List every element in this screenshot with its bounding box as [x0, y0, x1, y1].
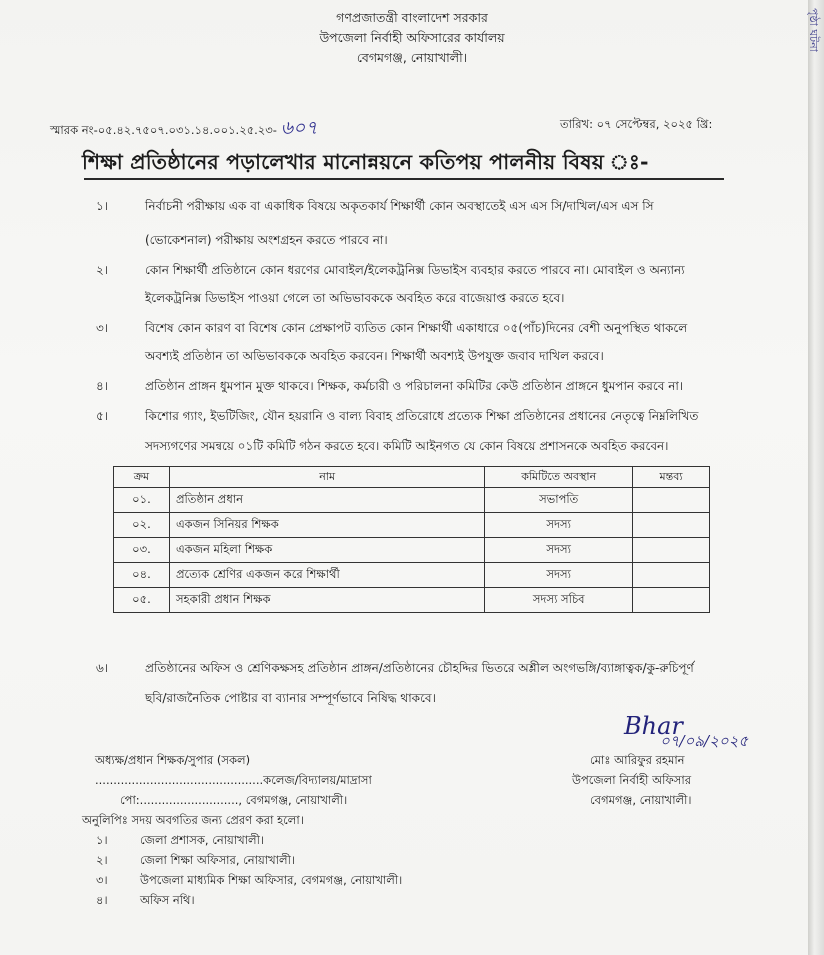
- row-serial: ০৩.: [114, 538, 170, 563]
- copy-4-text: অফিস নথি।: [140, 893, 195, 907]
- item-6-number: ৬।: [96, 661, 109, 675]
- table-row: [114, 588, 710, 613]
- table-row: [114, 538, 710, 563]
- copy-4-number: ৪।: [96, 893, 108, 907]
- recipient-line-1: অধ্যক্ষ/প্রধান শিক্ষক/সুপার (সকল): [95, 753, 251, 767]
- copy-1-number: ১।: [96, 833, 108, 847]
- item-2-line-2: ইলেকট্রনিক্স ডিভাইস পাওয়া গেলে তা অভিভাবককে অবহিত করে বাজেয়াপ্ত করতে হবে।: [145, 291, 565, 305]
- signatory-title: উপজেলা নির্বাহী অফিসার: [572, 773, 692, 787]
- item-3-line-2: অবশ্যই প্রতিষ্ঠান তা অভিভাবককে অবহিত করবেন। শিক্ষার্থী অবশ্যই উপযুক্ত জবাব দাখিল করবে।: [145, 349, 604, 363]
- item-3-line-1: বিশেষ কোন কারণ বা বিশেষ কোন প্রেক্ষাপট ব্যতিত কোন শিক্ষার্থী একাধারে ০৫(পাঁচ)দিনের বেশী অনুপস্থিত থাকলে: [145, 321, 688, 335]
- row-position: সদস্য: [485, 563, 633, 588]
- row-position: সদস্য: [485, 538, 633, 563]
- item-2-number: ২।: [96, 263, 109, 277]
- header-location: বেগমগঞ্জ, নোয়াখালী।: [356, 50, 468, 65]
- row-name: একজন মহিলা শিক্ষক: [169, 538, 484, 563]
- recipient-line-3: পো:..........................., বেগমগঞ্জ, নোয়াখালী।: [120, 793, 348, 807]
- row-remark: [633, 488, 710, 513]
- header-government: গণপ্রজাতন্ত্রী বাংলাদেশ সরকার: [336, 10, 488, 25]
- item-4-line-1: প্রতিষ্ঠান প্রাঙ্গন ধুমপান মুক্ত থাকবে। শিক্ষক, কর্মচারী ও পরিচালনা কমিটির কেউ প্রতিষ্ঠান প্রাঙ্গনে ধুমপান করবে না।: [145, 379, 684, 393]
- row-remark: [633, 513, 710, 538]
- row-position: সদস্য সচিব: [485, 588, 633, 613]
- row-remark: [633, 563, 710, 588]
- row-serial: ০৪.: [114, 563, 170, 588]
- copy-1-text: জেলা প্রশাসক, নোয়াখালী।: [140, 833, 265, 847]
- row-name: একজন সিনিয়র শিক্ষক: [169, 513, 484, 538]
- item-1-line-2: (ভোকেশনাল) পরীক্ষায় অংশগ্রহন করতে পারবে না।: [145, 233, 388, 247]
- table-header-row: [114, 467, 710, 488]
- item-6-line-2: ছবি/রাজনৈতিক পোষ্টার বা ব্যানার সম্পূর্ণভাবে নিষিদ্ধ থাকবে।: [145, 691, 436, 705]
- row-position: সদস্য: [485, 513, 633, 538]
- memo-ref-label: স্মারক নং-০৫.৪২.৭৫০৭.০৩১.১৪.০০১.২৫.২৩-: [50, 123, 277, 137]
- signatory-place: বেগমগঞ্জ, নোয়াখালী।: [590, 793, 692, 807]
- item-5-line-2: সদস্যগণের সমন্বয়ে ০১টি কমিটি গঠন করতে হবে। কমিটি আইনগত যে কোন বিষয়ে প্রশাসনকে অবহিত করবেন।: [145, 439, 669, 453]
- page-edge: [808, 0, 824, 955]
- signatory-name: মোঃ আরিফুর রহমান: [590, 753, 685, 767]
- handwritten-date: ০৭/০৯/২০২৫: [660, 732, 749, 750]
- memo-ref-handwritten: ৬০৭: [280, 117, 318, 139]
- item-1-line-1: নির্বাচনী পরীক্ষায় এক বা একাধিক বিষয়ে অকৃতকার্য শিক্ষার্থী কোন অবস্থাতেই এস এস সি/দাখিল/এস এস সি: [145, 199, 654, 213]
- table-row: [114, 488, 710, 513]
- header-office: উপজেলা নির্বাহী অফিসারের কার্যালয়: [319, 30, 505, 45]
- row-position: সভাপতি: [485, 488, 633, 513]
- copy-3-number: ৩।: [96, 873, 108, 887]
- table-row: [114, 563, 710, 588]
- handwritten-signature: Bhar: [624, 712, 683, 740]
- subject-heading: শিক্ষা প্রতিষ্ঠানের পড়ালেখার মানোন্নয়নে কতিপয় পালনীয় বিষয় ঃ-: [82, 150, 649, 174]
- header-serial: ক্রম: [114, 467, 170, 488]
- copy-2-number: ২।: [96, 853, 108, 867]
- copies-intro: অনুলিপিঃ সদয় অবগতির জন্য প্রেরণ করা হলো।: [82, 813, 304, 827]
- item-5-number: ৫।: [96, 409, 109, 423]
- item-5-line-1: কিশোর গ্যাং, ইভটিজিং, যৌন হয়রানি ও বাল্য বিবাহ প্রতিরোধে প্রত্যেক শিক্ষা প্রতিষ্ঠানের প্রধানের নেতৃত্বে নিম্নলিখিত: [145, 409, 699, 423]
- row-name: প্রত্যেক শ্রেণির একজন করে শিক্ষার্থী: [169, 563, 484, 588]
- item-4-number: ৪।: [96, 379, 109, 393]
- header-name: নাম: [169, 467, 484, 488]
- copy-3-text: উপজেলা মাধ্যমিক শিক্ষা অফিসার, বেগমগঞ্জ, নোয়াখালী।: [140, 873, 403, 887]
- memo-reference: [50, 114, 318, 146]
- committee-table: [113, 466, 710, 613]
- item-3-number: ৩।: [96, 321, 109, 335]
- header-remark: মন্তব্য: [633, 467, 710, 488]
- row-name: সহকারী প্রধান শিক্ষক: [169, 588, 484, 613]
- item-2-line-1: কোন শিক্ষার্থী প্রতিষ্ঠানে কোন ধরণের মোবাইল/ইলেকট্রনিক্স ডিভাইস ব্যবহার করতে পারবে না। মোবাইল ও অন্যান্য: [145, 263, 685, 277]
- item-1-number: ১।: [96, 199, 109, 213]
- recipient-line-2: ..............................................কলেজ/বিদ্যালয়/মাদ্রাসা: [95, 773, 372, 787]
- row-remark: [633, 588, 710, 613]
- row-serial: ০১.: [114, 488, 170, 513]
- copy-2-text: জেলা শিক্ষা অফিসার, নোয়াখালী।: [140, 853, 295, 867]
- item-6-line-1: প্রতিষ্ঠানের অফিস ও শ্রেণিকক্ষসহ প্রতিষ্ঠান প্রাঙ্গন/প্রতিষ্ঠানের চৌহদ্দির ভিতরে অশ্লীল অংগভঙ্গি/ব্যাঙ্গাত্বক/কু-রুচিপূর্ণ: [145, 661, 694, 675]
- table-row: [114, 513, 710, 538]
- edge-handwritten-note: পৃষ্ঠা ঘটনা: [807, 8, 820, 52]
- row-serial: ০৫.: [114, 588, 170, 613]
- memo-date: তারিখ: ০৭ সেপ্টেম্বর, ২০২৫ খ্রি:: [560, 117, 713, 131]
- row-remark: [633, 538, 710, 563]
- row-name: প্রতিষ্ঠান প্রধান: [169, 488, 484, 513]
- row-serial: ০২.: [114, 513, 170, 538]
- subject-underline: [84, 178, 724, 180]
- header-position: কমিটিতে অবস্থান: [485, 467, 633, 488]
